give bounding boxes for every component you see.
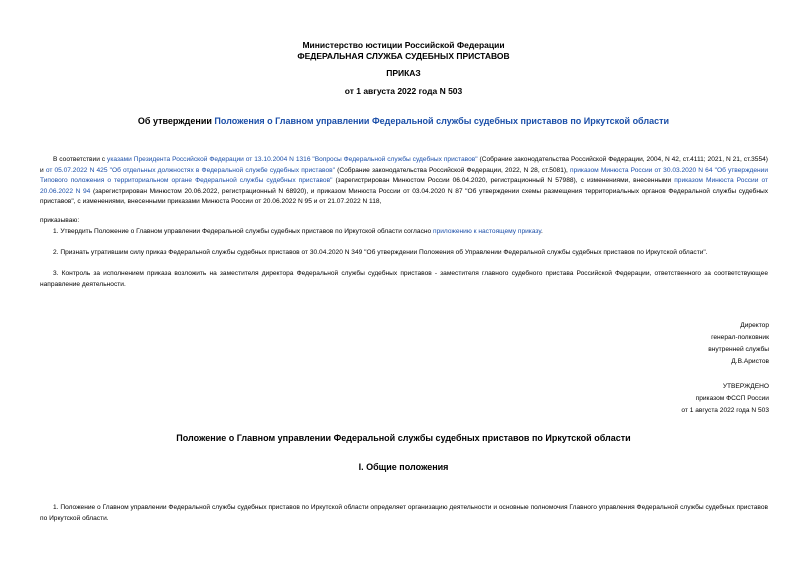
order-word: приказываю:: [40, 217, 80, 224]
preamble-paragraph: [40, 155, 768, 208]
preamble-link-order-94[interactable]: приказом Минюста России от 20.06.2022 N 94: [40, 177, 768, 195]
preamble-link-decree-425[interactable]: от 05.07.2022 N 425 "Об отдельных должностях в Федеральной службе судебных приставов": [45, 166, 335, 174]
signature-name: Д.В.Аристов: [731, 358, 769, 365]
document-title: [0, 116, 807, 127]
preamble-text-5: (зарегистрирован Минюстом 20.06.2022, регистрационный N 68920), и приказом Минюста России от 03.04.2020 N 87 "Об утверждении схемы размещения территориальных органов Федеральной службы судебных приставов", с изменениями, внесенными приказами Минюста России от 20.06.2022 N 95 и от 21.07.2022 N 118,: [40, 187, 768, 205]
signature-service: внутренней службы: [708, 346, 769, 353]
signature-block: [569, 320, 769, 368]
doc-type-heading: ПРИКАЗ: [386, 68, 421, 78]
order-date: от 1 августа 2022 года N 503: [344, 86, 463, 96]
approval-block: [569, 381, 769, 417]
appendix-link[interactable]: приложению к настоящему приказу: [433, 228, 542, 235]
item-2: 2. Признать утратившим силу приказ Федеральной службы судебных приставов от 30.04.2020 N 349 "Об утверждении Положения об Управлении Федеральной службы судебных приставов по Иркутской области".: [53, 249, 708, 256]
approval-date: от 1 августа 2022 года N 503: [681, 407, 769, 414]
approval-order: приказом ФССП России: [695, 395, 769, 402]
preamble-text-1: В соответствии с: [53, 156, 108, 163]
section-heading: I. Общие положения: [358, 462, 449, 472]
regulation-title: Положение о Главном управлении Федеральной службы судебных приставов по Иркутской области: [176, 433, 631, 443]
preamble-text-4: (зарегистрирован Минюстом России 06.04.2020, регистрационный N 57988), с изменениями, внесенными: [332, 177, 675, 184]
signature-rank: генерал-полковник: [711, 334, 769, 341]
preamble-link-decree-1316[interactable]: указами Президента Российской Федерации от 13.10.2004 N 1316 "Вопросы Федеральной службы судебных приставов": [107, 156, 478, 163]
signature-position: Директор: [740, 322, 769, 329]
item-3: 3. Контроль за исполнением приказа возложить на заместителя директора Федеральной службы судебных приставов - заместителя главного судебного пристава Российской Федерации, ответственного за соответствующее направление деятельности.: [40, 270, 768, 288]
preamble-text-3: (Собрание законодательства Российской Федерации, 2022, N 28, ст.5081),: [335, 166, 571, 174]
service-heading: ФЕДЕРАЛЬНАЯ СЛУЖБА СУДЕБНЫХ ПРИСТАВОВ: [297, 51, 510, 61]
approval-stamp: УТВЕРЖДЕНО: [722, 383, 769, 390]
title-prefix: Об утверждении: [137, 116, 215, 126]
regulation-paragraph-1: 1. Положение о Главном управлении Федеральной службы судебных приставов по Иркутской области определяет организацию деятельности и основные полномочия Главного управления Федеральной службы судебных приставов по Иркутской области.: [40, 504, 768, 522]
ministry-heading: Министерство юстиции Российской Федерации: [302, 40, 505, 50]
title-link[interactable]: Положения о Главном управлении Федеральной службы судебных приставов по Иркутской области: [214, 116, 670, 126]
preamble-link-order-64[interactable]: приказом Минюста России от 30.03.2020 N 64 "Об утверждении Типового положения о территориальном органе Федеральной службы судебных приставов": [40, 166, 768, 184]
preamble-text-2: (Собрание законодательства Российской Федерации, 2004, N 42, ст.4111; 2021, N 21, ст.3554) и: [40, 156, 768, 174]
item-1: [40, 227, 768, 238]
item-1-end: .: [541, 228, 543, 235]
item-1-text: 1. Утвердить Положение о Главном управлении Федеральной службы судебных приставов по Иркутской области согласно: [53, 228, 434, 235]
